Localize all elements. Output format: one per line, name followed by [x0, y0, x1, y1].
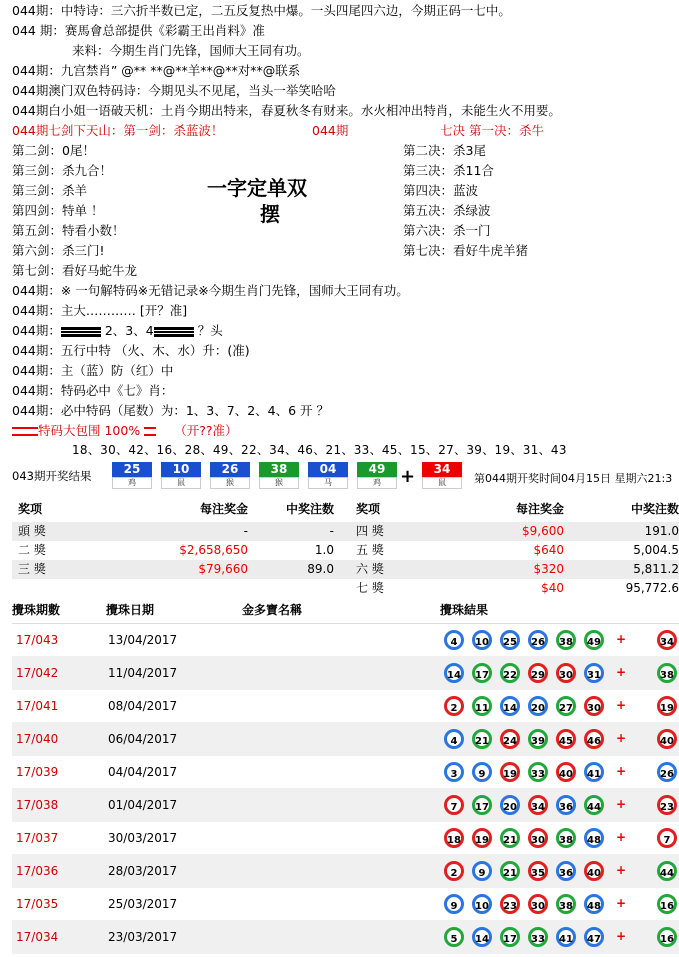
prize-cell: - — [243, 524, 248, 538]
result-ball-number: 04 — [319, 462, 337, 476]
prize-cell: $320 — [533, 562, 564, 576]
prize-cell: 5,004.5 — [633, 543, 679, 557]
draw-ball: 46 — [584, 729, 604, 749]
draw-date: 01/04/2017 — [108, 798, 178, 812]
prize-cell: 奖项 — [356, 502, 381, 516]
draw-row — [12, 920, 679, 954]
prize-cell: $640 — [533, 543, 564, 557]
draw-ball: 20 — [528, 696, 548, 716]
center-sub: 摆 — [260, 202, 280, 226]
bars-glyph — [61, 327, 101, 337]
result-ball-zodiac: 鸡 — [112, 477, 152, 489]
draw-ball: 10 — [472, 630, 492, 650]
plus-icon: + — [616, 896, 627, 910]
prize-cell: 三 獎 — [18, 562, 46, 576]
draw-special-ball: 16 — [657, 894, 677, 914]
prize-cell: 每注奖金 — [199, 502, 248, 516]
draw-ball: 2 — [444, 696, 464, 716]
sword-line-mid: 044期 — [312, 123, 349, 138]
result-ball-zodiac: 鼠 — [422, 477, 462, 489]
draw-row — [12, 887, 679, 921]
draw-ball: 14 — [444, 663, 464, 683]
plus-icon: + — [400, 466, 416, 487]
plus-icon: + — [616, 632, 627, 646]
decision-item: 第六决：杀一门 — [403, 223, 491, 238]
draw-id: 17/034 — [16, 930, 59, 944]
prize-row — [12, 522, 679, 541]
draw-row — [12, 821, 679, 855]
draw-date: 30/03/2017 — [108, 831, 178, 845]
line-poem: 044期：中特诗：三六折半数已定，二五反复热中爆。一头四尾四六边，今期正码一七中。 — [12, 3, 511, 18]
prize-cell: 89.0 — [307, 562, 334, 576]
draw-row — [12, 854, 679, 888]
draws-header — [12, 597, 679, 624]
draw-ball: 25 — [500, 630, 520, 650]
sword-item: 第二剑：0尾！ — [12, 143, 95, 158]
draw-special-ball: 38 — [657, 663, 677, 683]
draws-header-cell: 攪珠期數 — [12, 603, 61, 617]
next-draw-time: 第044期开奖时间04月15日 星期六21:3 — [474, 472, 673, 485]
prize-cell: 頭 獎 — [18, 524, 46, 538]
bars-prefix: 044期： — [12, 323, 61, 338]
draw-ball: 36 — [556, 795, 576, 815]
sword-line-left: 044期七剑下天山：第一剑：杀蓝波！ — [12, 123, 224, 138]
draw-ball: 14 — [500, 696, 520, 716]
draw-ball: 9 — [444, 894, 464, 914]
decision-item: 第三决：杀11合 — [403, 163, 494, 178]
red-bars-icon — [12, 427, 38, 436]
draw-id: 17/038 — [16, 798, 59, 812]
result-label: 043期开奖结果 — [12, 469, 92, 483]
prize-row — [12, 541, 679, 560]
draw-row — [12, 623, 679, 657]
big-range-line — [12, 422, 237, 440]
draw-ball: 9 — [472, 861, 492, 881]
result-ball — [112, 462, 152, 488]
draw-special-ball: 44 — [657, 861, 677, 881]
draw-id: 17/043 — [16, 633, 59, 647]
sword-line-right: 七决 第一决：杀牛 — [440, 123, 544, 138]
result-ball-number: 49 — [368, 462, 386, 476]
draw-date: 04/04/2017 — [108, 765, 178, 779]
prize-cell: $79,660 — [198, 562, 248, 576]
decision-item: 第七决：看好牛虎羊猪 — [403, 243, 529, 258]
draw-id: 17/040 — [16, 732, 59, 746]
prize-cell: - — [329, 524, 334, 538]
result-ball-zodiac: 鸡 — [357, 477, 397, 489]
draw-ball: 48 — [584, 828, 604, 848]
draw-ball: 30 — [556, 663, 576, 683]
draw-date: 11/04/2017 — [108, 666, 178, 680]
prize-header — [12, 500, 679, 519]
draw-ball: 49 — [584, 630, 604, 650]
draw-ball: 26 — [528, 630, 548, 650]
range-numbers: 18、30、42、16、28、49、22、34、46、21、33、45、15、27、39、19、31、43 — [72, 443, 567, 457]
draw-row — [12, 722, 679, 756]
prize-cell: 奖项 — [18, 502, 43, 516]
draws-header-cell: 金多寶名稱 — [242, 603, 303, 617]
draw-ball: 30 — [584, 696, 604, 716]
line-main: 044期：主大………… [开？准] — [12, 303, 188, 318]
center-title: 一字定单双 — [207, 176, 307, 200]
draw-id: 17/036 — [16, 864, 59, 878]
line-seven: 044期：特码必中《七》肖： — [12, 383, 174, 398]
draw-special-ball: 34 — [657, 630, 677, 650]
prize-cell: $2,658,650 — [179, 543, 248, 557]
line-one-sentence: 044期：※ 一句解特码※无错记录※今期生肖门先锋，国师大王同有功。 — [12, 283, 409, 298]
sword-item: 第七剑：看好马蛇牛龙 — [12, 263, 138, 278]
draw-date: 28/03/2017 — [108, 864, 178, 878]
prize-row — [12, 560, 679, 579]
line-tail: 044期：必中特码（尾数）为：1、3、7、2、4、6 开 ？ — [12, 403, 330, 418]
decision-item: 第四决：蓝波 — [403, 183, 479, 198]
draw-ball: 45 — [556, 729, 576, 749]
line-source: 044 期：赛馬會总部提供《彩霸王出肖料》准 — [12, 23, 265, 38]
draw-ball: 17 — [472, 663, 492, 683]
prize-cell: 五 獎 — [356, 543, 384, 557]
plus-icon: + — [616, 764, 627, 778]
draw-row — [12, 788, 679, 822]
prize-cell: 1.0 — [314, 543, 334, 557]
draw-ball: 27 — [556, 696, 576, 716]
line-material: 来料：今期生肖门先锋，国师大王同有功。 — [72, 43, 310, 58]
prize-row — [12, 579, 679, 598]
draw-date: 13/04/2017 — [108, 633, 178, 647]
plus-icon: + — [616, 863, 627, 877]
draw-ball: 29 — [528, 663, 548, 683]
draw-ball: 35 — [528, 861, 548, 881]
result-ball — [210, 462, 250, 488]
result-ball — [357, 462, 397, 488]
plus-icon: + — [616, 797, 627, 811]
sword-item: 第四剑：特单 ！ — [12, 203, 104, 218]
draw-ball: 21 — [500, 861, 520, 881]
draws-header-cell: 攪珠結果 — [440, 603, 489, 617]
draw-ball: 38 — [556, 630, 576, 650]
draw-ball: 14 — [472, 927, 492, 947]
line-forbidden: 044期：九宫禁肖” @** **@**羊**@**对**@联系 — [12, 63, 301, 78]
plus-icon: + — [616, 929, 627, 943]
draw-ball: 4 — [444, 630, 464, 650]
draw-ball: 17 — [472, 795, 492, 815]
result-ball-number: 34 — [433, 462, 451, 476]
draw-date: 25/03/2017 — [108, 897, 178, 911]
bars-mid: 2、3、4 — [104, 323, 154, 338]
draw-ball: 11 — [472, 696, 492, 716]
draw-special-ball: 26 — [657, 762, 677, 782]
prize-cell: 中奖注数 — [285, 502, 334, 516]
draw-ball: 47 — [584, 927, 604, 947]
draw-date: 06/04/2017 — [108, 732, 178, 746]
plus-icon: + — [616, 731, 627, 745]
draw-ball: 31 — [584, 663, 604, 683]
draw-id: 17/041 — [16, 699, 59, 713]
draw-ball: 18 — [444, 828, 464, 848]
result-ball-number: 38 — [270, 462, 288, 476]
prize-cell: 中奖注数 — [630, 502, 679, 516]
draw-ball: 19 — [500, 762, 520, 782]
bars-suffix: ？头 — [197, 323, 223, 338]
result-ball-zodiac: 马 — [308, 477, 348, 489]
draw-ball: 44 — [584, 795, 604, 815]
red-bars-icon — [144, 427, 156, 436]
prize-cell: 95,772.6 — [625, 581, 679, 595]
draw-ball: 23 — [500, 894, 520, 914]
prize-cell: $40 — [541, 581, 564, 595]
sword-item: 第六剑：杀三门! — [12, 243, 105, 258]
result-ball — [308, 462, 348, 488]
draw-special-ball: 16 — [657, 927, 677, 947]
draw-ball: 5 — [444, 927, 464, 947]
prize-cell: 每注奖金 — [515, 502, 564, 516]
result-row — [12, 462, 679, 492]
result-ball-number: 10 — [172, 462, 190, 476]
prize-cell: 七 獎 — [356, 581, 384, 595]
bars-glyph — [154, 327, 194, 337]
draw-ball: 19 — [472, 828, 492, 848]
draw-date: 08/04/2017 — [108, 699, 178, 713]
draw-date: 23/03/2017 — [108, 930, 178, 944]
draw-ball: 21 — [472, 729, 492, 749]
decision-item: 第五决：杀绿波 — [403, 203, 491, 218]
result-ball-zodiac: 鼠 — [161, 477, 201, 489]
draw-ball: 9 — [472, 762, 492, 782]
draw-ball: 7 — [444, 795, 464, 815]
draw-special-ball: 40 — [657, 729, 677, 749]
plus-icon: + — [616, 698, 627, 712]
draw-ball: 20 — [500, 795, 520, 815]
draw-ball: 40 — [556, 762, 576, 782]
plus-icon: + — [616, 665, 627, 679]
result-ball-zodiac: 猴 — [259, 477, 299, 489]
decision-item: 第二决：杀3尾 — [403, 143, 486, 158]
line-bars — [12, 322, 223, 340]
draw-ball: 36 — [556, 861, 576, 881]
draw-special-ball: 23 — [657, 795, 677, 815]
line-macau-poem: 044期澳门双色特码诗：今期见头不见尾，当头一举笑哈哈 — [12, 83, 336, 98]
draw-ball: 34 — [528, 795, 548, 815]
big-range-note: （开??准） — [174, 423, 238, 438]
draw-ball: 21 — [500, 828, 520, 848]
sword-item: 第三剑：杀九合！ — [12, 163, 113, 178]
draw-ball: 48 — [584, 894, 604, 914]
draw-ball: 22 — [500, 663, 520, 683]
line-color: 044期：主（蓝）防（红）中 — [12, 363, 174, 378]
draw-ball: 3 — [444, 762, 464, 782]
draw-special-ball: 7 — [657, 828, 677, 848]
draw-ball: 24 — [500, 729, 520, 749]
draw-ball: 4 — [444, 729, 464, 749]
sword-item: 第五剑：特看小数！ — [12, 223, 125, 238]
result-ball — [259, 462, 299, 488]
draw-id: 17/042 — [16, 666, 59, 680]
line-five-elements: 044期：五行中特 （火、木、水）升：(准) — [12, 343, 250, 358]
result-ball-number: 25 — [123, 462, 141, 476]
big-range-label: 特码大包围 100% — [38, 423, 141, 438]
draw-ball: 30 — [528, 828, 548, 848]
prize-cell: 5,811.2 — [633, 562, 679, 576]
prize-cell: 二 獎 — [18, 543, 46, 557]
draw-ball: 33 — [528, 762, 548, 782]
draw-ball: 30 — [528, 894, 548, 914]
draw-ball: 38 — [556, 828, 576, 848]
plus-icon: + — [616, 830, 627, 844]
draws-header-cell: 攪珠日期 — [106, 603, 155, 617]
draw-ball: 41 — [556, 927, 576, 947]
draw-row — [12, 656, 679, 690]
draw-ball: 33 — [528, 927, 548, 947]
draw-ball: 10 — [472, 894, 492, 914]
draw-ball: 38 — [556, 894, 576, 914]
prize-cell: 六 獎 — [356, 562, 384, 576]
draw-ball: 2 — [444, 861, 464, 881]
line-hint: 044期白小姐一语破天机：土肖今期出特来，春夏秋冬有财来。水火相冲出特肖，未能生火不用要。 — [12, 103, 561, 118]
prize-cell: 四 獎 — [356, 524, 384, 538]
draw-id: 17/037 — [16, 831, 59, 845]
draw-id: 17/035 — [16, 897, 59, 911]
draw-ball: 39 — [528, 729, 548, 749]
result-ball-number: 26 — [221, 462, 239, 476]
result-ball-zodiac: 猴 — [210, 477, 250, 489]
result-ball — [161, 462, 201, 488]
draw-special-ball: 19 — [657, 696, 677, 716]
draw-ball: 41 — [584, 762, 604, 782]
prize-cell: 191.0 — [644, 524, 679, 538]
draw-ball: 40 — [584, 861, 604, 881]
draw-row — [12, 755, 679, 789]
sword-item: 第三剑：杀羊 — [12, 183, 88, 198]
prize-cell: $9,600 — [522, 524, 564, 538]
draw-row — [12, 689, 679, 723]
result-special-ball — [422, 462, 462, 488]
draw-ball: 17 — [500, 927, 520, 947]
draw-id: 17/039 — [16, 765, 59, 779]
